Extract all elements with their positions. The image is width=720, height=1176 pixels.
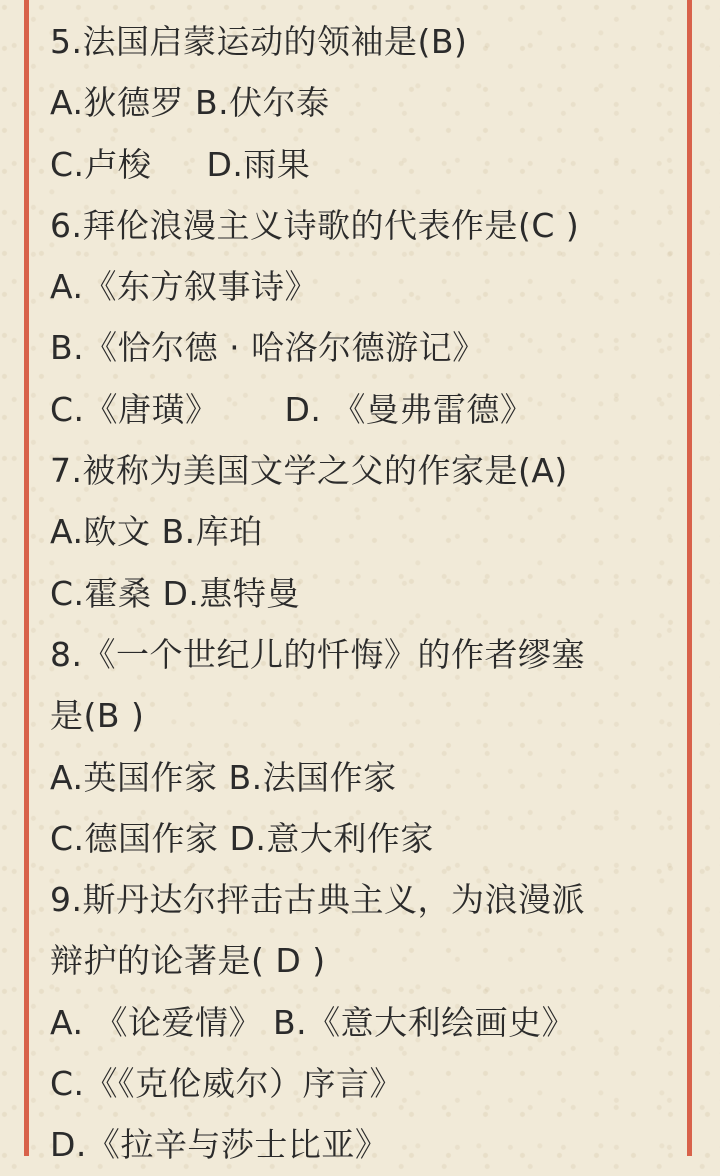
left-border-line	[24, 0, 29, 1156]
question-8-options-ab: A.英国作家 B.法国作家	[50, 757, 397, 797]
question-8-options-cd: C.德国作家 D.意大利作家	[50, 818, 434, 858]
question-5-options-ab: A.狄德罗 B.伏尔泰	[50, 83, 330, 123]
question-9-options-ab: A. 《论爱情》 B.《意大利绘画史》	[50, 1002, 576, 1042]
question-8-line: 8.《一个世纪儿的忏悔》的作者缪塞	[50, 634, 585, 674]
question-6-options-cd: C.《唐璜》 D. 《曼弗雷德》	[50, 389, 534, 429]
question-8-line-continued: 是(B )	[50, 696, 145, 736]
question-9-option-d: D.《拉辛与莎士比亚》	[50, 1125, 389, 1165]
question-text-block	[50, 11, 680, 1176]
question-7-line: 7.被称为美国文学之父的作家是(A)	[50, 451, 568, 491]
question-6-option-b: B.《恰尔德 · 哈洛尔德游记》	[50, 328, 486, 368]
question-5-options-cd: C.卢梭 D.雨果	[50, 144, 311, 184]
question-7-options-ab: A.欧文 B.库珀	[50, 512, 263, 552]
question-6-option-a: A.《东方叙事诗》	[50, 267, 318, 307]
question-7-options-cd: C.霍桑 D.惠特曼	[50, 573, 300, 613]
question-6-line: 6.拜伦浪漫主义诗歌的代表作是(C )	[50, 205, 580, 245]
right-border-line	[687, 0, 692, 1156]
question-9-line: 9.斯丹达尔抨击古典主义，为浪漫派	[50, 880, 585, 920]
question-5-line: 5.法国启蒙运动的领袖是(B)	[50, 22, 468, 61]
question-9-option-c: C.《《克伦威尔）序言》	[50, 1064, 404, 1104]
question-9-line-continued: 辩护的论著是( D )	[50, 941, 326, 981]
